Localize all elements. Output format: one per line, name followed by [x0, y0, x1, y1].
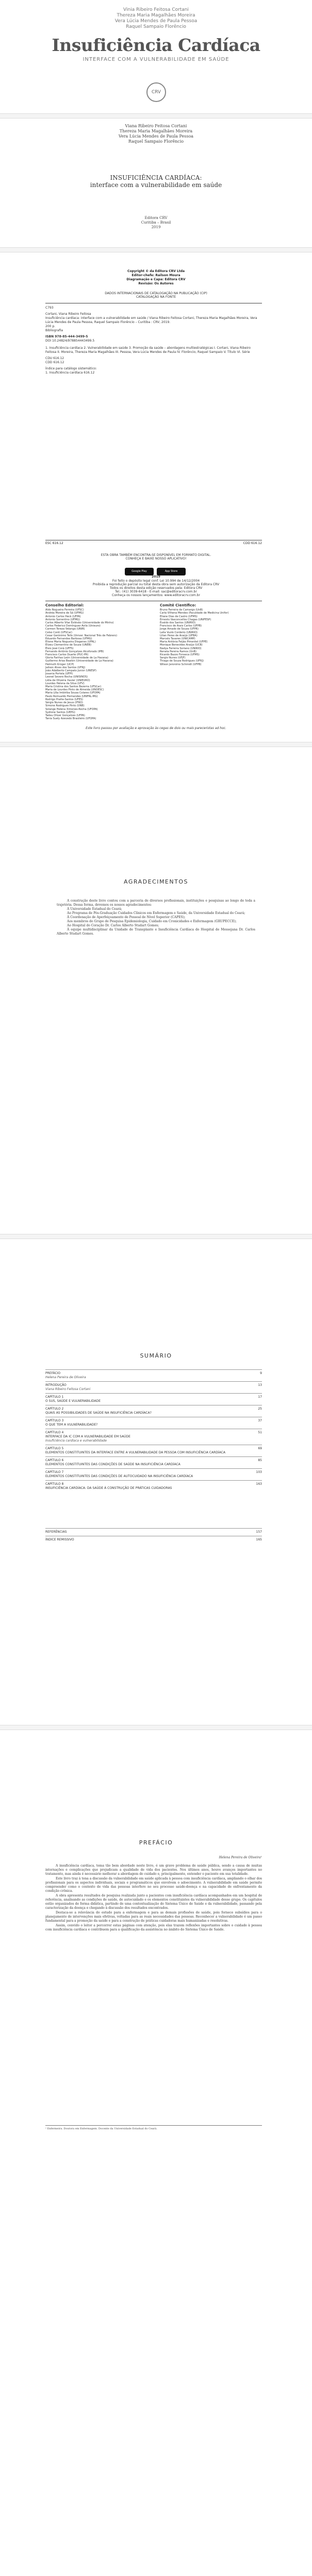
acknowledgement-paragraph: Ao Programa de Pós-Graduação Cuidados Clínicos em Enfermagem e Saúde, da Universidade Estadual do Ceará; — [67, 911, 245, 915]
toc-title: INTRODUÇÃO — [45, 1383, 67, 1387]
scientific-committee-list — [160, 608, 262, 666]
store-badges — [125, 564, 189, 575]
copyright-year: 2019 — [152, 575, 160, 579]
toc-row[interactable] — [45, 1468, 262, 1480]
toc-row[interactable] — [45, 1528, 262, 1536]
scientific-committee-title: Comitê Científico: — [160, 603, 196, 607]
catalog-record — [45, 306, 262, 375]
notice-line: CONHEÇA E BAIXE NOSSO APLICATIVO! — [125, 557, 187, 561]
preface-footnote: ¹ Enfermeira. Doutora em Enfermagem. Docente da Universidade Estadual do Ceará. — [45, 2125, 262, 2130]
council-member: Paulo Romualdo Hernandes (UNIFAL-MG) — [45, 694, 98, 698]
council-member: Maria Antônia Feijão Pimentel (UFPE) — [160, 640, 208, 644]
publisher-logo: CRV — [146, 82, 166, 102]
page-gap — [0, 1234, 312, 1239]
preface-paragraph: Destaca-se a relevância do estudo para a enfermagem e para as demais profissões de saúde, pois fornece subsídios para o planejamento de intervenções mais efetivas, voltadas para as reais necessidades das pessoas. Reconhecer a vulnerabilidade é um passo fundamental para a promoção da saúde e para a construção de práticas cuidadoras mais humanizadas e resolutivas. — [45, 1911, 262, 1923]
title-author: Viana Ribeiro Feitosa Cortani — [125, 124, 187, 128]
rights-link[interactable]: Conheça os nossos lançamentos: www.editoracrv.com.br — [112, 594, 200, 597]
rights-line: Todos os direitos desta edição reservados pela: Editora CRV — [109, 586, 203, 590]
council-member: Simone Rodrigues Pinto (UNB) — [45, 704, 85, 708]
preface-heading: PREFÁCIO — [139, 1839, 173, 1846]
notice-line: ESTA OBRA TAMBÉM ENCONTRA-SE DISPONÍVEL EM FORMATO DIGITAL. — [101, 553, 211, 557]
editorial-council-title: Conselho Editorial: — [45, 603, 84, 607]
catalog-line: CDU 616.12 — [45, 357, 64, 360]
council-member: Carlos Alberto Vilar Estêvão (Universidade do Minho) — [45, 621, 114, 625]
toc-page-number: 103 — [256, 1470, 262, 1474]
council-member: Francisco Carlos Duarte (PUC-PR) — [45, 653, 89, 657]
page-gap — [0, 247, 312, 252]
catalog-line: C793 — [45, 306, 54, 310]
toc-subtitle: Helena Pereira de Oliveira — [45, 1376, 86, 1379]
toc-page-number: 13 — [258, 1383, 262, 1387]
cip-header — [0, 292, 312, 299]
council-member: Celso Conti (UFSCar) — [45, 631, 73, 634]
publisher-line: Curitiba – Brasil — [141, 221, 171, 225]
cover-author: Thereza Maria Magalhães Moreira — [117, 13, 195, 18]
council-member: Solange Helena Ximenes-Rocha (UFOPA) — [45, 707, 98, 711]
acknowledgement-paragraph: À equipe multidisciplinar da Unidade de Transplante e Insuficiência Cardíaca do Hospital de Messejana Dr. Carlos Alberto Studart Gomes. — [57, 928, 255, 936]
toc-title: CAPÍTULO 4 INTERFACE DA IC COM A VULNERABILIDADE EM SAÚDE — [45, 1431, 130, 1438]
scientific-committee — [160, 604, 262, 666]
preface-paragraph: Este livro traz à tona a discussão da vulnerabilidade em saúde aplicada à pessoa com insuficiência cardíaca, ampliando o olhar dos profissionais para os aspectos individuais, sociais e programáticos que envolvem o adoecimento. A vulnerabilidade em saúde permite compreender como o contexto de vida das pessoas interfere no seu processo saúde-doença e na capacidade de enfrentamento da condição crônica. — [45, 1877, 262, 1893]
copyright-line: Revisão: Os Autores — [138, 282, 174, 285]
catalog-line: DOI 10.24824/978854443499.5 — [45, 339, 95, 343]
catalog-line: 1. Insuficiência cardíaca 616.12 — [45, 371, 95, 375]
council-member: Renata Pereira Ramos (UnB) — [160, 650, 196, 653]
toc-row[interactable] — [45, 1405, 262, 1417]
council-member: Elione Maria Nogueira Diogenes (UFAL) — [45, 640, 96, 644]
toc-page-number: 157 — [256, 1530, 262, 1534]
cip-line: CATALOGAÇÃO NA FONTE — [136, 295, 176, 299]
catalog-foot-left: ESC 616.12 — [45, 541, 63, 545]
toc-row[interactable] — [45, 1480, 262, 1492]
acknowledgement-paragraph: Aos membros do Grupo de Pesquisa Epidemiologia, Cuidado em Cronicidades e Enfermagem (GRUPECCE); — [67, 920, 237, 923]
council-member: Elizeu Clementino de Souza (UNEB) — [45, 643, 92, 647]
toc-title: CAPÍTULO 3 O QUE TEM A VULNERABILIDADE? — [45, 1419, 98, 1427]
council-member: Guillermo Arias Beatón (Universidade de La Havana) — [45, 659, 113, 663]
toc-row[interactable] — [45, 1417, 262, 1429]
page-gap — [0, 742, 312, 747]
toc-title: ÍNDICE REMISSIVO — [45, 1538, 74, 1541]
catalog-line: Bibliografia — [45, 329, 63, 332]
council-member: Ricardo Bazzo Fonseca (UFMS) — [160, 653, 200, 657]
acknowledgement-paragraph: À Universidade Estadual do Ceará; — [67, 907, 122, 911]
publisher-line: Editora CRV — [144, 216, 168, 220]
title-line: INSUFICIÊNCIA CARDÍACA: — [110, 174, 202, 181]
toc-title: CAPÍTULO 8 INSUFICIÊNCIA CARDÍACA: DA SAÚDE À CONSTRUÇÃO DE PRÁTICAS CUIDADORAS — [45, 1482, 172, 1490]
publisher-line: 2019 — [151, 225, 161, 229]
preface-paragraph: A obra apresenta resultados de pesquisa realizada junto a pacientes com insuficiência cardíaca acompanhados em um hospital de referência, analisando as condições de saúde, de autocuidado e os elementos constituintes da vulnerabilidade desse grupo. Os capítulos estão organizados de forma didática, partindo de uma contextualização do Sistema Único de Saúde e da vulnerabilidade, passando pela caracterização da doença e chegando à discussão dos resultados encontrados. — [45, 1894, 262, 1910]
council-member: Aldo Nogueira Ferreira (UFSC) — [45, 608, 84, 612]
google-play-badge[interactable]: Google Play — [125, 568, 154, 575]
toc-row[interactable] — [45, 1381, 262, 1393]
toc-heading: SUMÁRIO — [140, 1352, 172, 1359]
catalog-foot-right: CDD 616.12 — [243, 541, 262, 545]
council-member: Josania Portela (UFPI) — [45, 672, 73, 676]
acknowledgement-paragraph: À Coordenação de Aperfeiçoamento de Pessoal de Nível Superior (CAPES); — [67, 916, 186, 919]
council-member: João Adalberto Campato Junior (UNESP) — [45, 669, 96, 673]
council-member: Rodrigo Pratte-Santos (UFES) — [45, 698, 83, 701]
rights-line: Proibida a reprodução parcial ou total desta obra sem autorização da Editora CRV — [92, 583, 220, 586]
catalog-line: 200 p. — [45, 325, 56, 328]
council-member: Evaldo dos Santos (UNIRIO) — [160, 621, 196, 625]
toc-subtitle: Viana Ribeiro Feitosa Cortani — [45, 1387, 91, 1391]
toc-row[interactable] — [45, 1456, 262, 1468]
council-member: Lourdes Helena da Silva (UFV) — [45, 682, 85, 685]
council-member: Jorge Amado de Souza (UFPR) — [160, 628, 199, 631]
preface-paragraph: A insuficiência cardíaca, tema tão bem abordado neste livro, é um grave problema de saúde pública, sendo a causa de muitas internações e complicações que prejudicam a qualidade de vida dos pacientes. Nos últimos anos, houve avanços importantes no tratamento, mas ainda é necessário melhorar a abordagem do cuidado e, principalmente, entender o paciente em sua totalidade. — [45, 1864, 262, 1876]
council-member: Carlos Federico Domínguez Avila (Unieuro) — [45, 624, 101, 628]
council-member: Maria Lília Imbiriba Sousa Colares (UFOPA) — [45, 691, 101, 695]
toc-title: CAPÍTULO 7 ELEMENTOS CONSTITUINTES DAS CONDIÇÕES DE AUTOCUIDADO NA INSUFICIÊNCIA CARDÍACA — [45, 1470, 193, 1478]
preface-paragraph: Assim, convido o leitor a percorrer estas páginas com atenção, pois elas trazem reflexões importantes sobre o cuidado à pessoa com insuficiência cardíaca e contribuem para a qualificação da assistência no âmbito do Sistema Único de Saúde. — [45, 1924, 262, 1931]
toc-page-number: 85 — [258, 1459, 262, 1462]
toc-page-number: 163 — [256, 1482, 262, 1486]
council-member: Lilian Peres de Araújo (UFBA) — [160, 634, 198, 637]
toc-page-number: 25 — [258, 1407, 262, 1411]
acknowledgement-paragraph: Ao Hospital do Coração Dr. Carlos Alberto Studart Gomes; — [67, 924, 159, 927]
cover-title: Insuficiência Cardíaca — [52, 35, 260, 55]
council-member: Maria Cristina dos Santos Bezerra (UFSCar) — [45, 685, 102, 689]
toc-title: CAPÍTULO 1 O SUS, SAÚDE E VULNERABILIDADE — [45, 1395, 101, 1403]
cover-subtitle: INTERFACE COM A VULNERABILIDADE EM SAÚDE — [83, 57, 229, 62]
council-member: Sydione Santos (UEPG) — [45, 710, 75, 714]
toc-page-number: 69 — [258, 1447, 262, 1450]
title-author: Raquel Sampaio Florêncio — [128, 139, 184, 144]
preface-author: Helena Pereira de Oliveira¹ — [219, 1856, 262, 1859]
copyright-line: Diagramação e Capa: Editora CRV — [126, 278, 186, 281]
toc-title: PREFÁCIO — [45, 1371, 61, 1375]
catalog-line: Cortani, Viana Ribeiro Feitosa — [45, 312, 91, 316]
title-author: Thereza Maria Magalhães Moreira — [119, 129, 193, 133]
council-member: Sérgio Nunes de Jesus (IFRO) — [45, 701, 83, 705]
acknowledgement-paragraph: A construção deste livro contou com a parceria de diversos profissionais, instituições e pesquisas ao longo de toda a trajetória. Dessa forma, devemos os nossos agradecimentos: — [57, 899, 255, 907]
cip-line: DADOS INTERNACIONAIS DE CATALOGAÇÃO NA PUBLICAÇÃO (CIP) — [105, 292, 207, 295]
page-gap — [0, 113, 312, 118]
cover-authors — [0, 7, 312, 30]
council-member: Gloria Fariñas León (Universidade de La Havana) — [45, 656, 109, 660]
council-member: Eduardo Fernandes Barbosa (UFMG) — [45, 637, 92, 641]
council-member: Helmuth Krüger (UCP) — [45, 663, 74, 666]
council-member: Thiago de Souza Rodrigues (UFRJ) — [160, 659, 204, 663]
peer-review-note: Este livro passou por avaliação e aprovação às cegas de dois ou mais pareceristas ad hoc. — [86, 726, 226, 730]
council-member: Wilson Jeronimo Schmidt (UFPB) — [160, 663, 202, 666]
title-line: interface com a vulnerabilidade em saúde — [90, 181, 222, 189]
council-member: Tania Suely Azevedo Brasileiro (UFOPA) — [45, 717, 96, 721]
toc-row[interactable] — [45, 1445, 262, 1456]
catalog-line: CDD 616.12 — [45, 361, 64, 364]
council-member: Cesar Gerónimo Tello (Univer. Nacional Três de Febrero) — [45, 634, 118, 637]
acknowledgements-body — [57, 899, 255, 936]
council-member: Ernesto Vasconcellos Chagas (UNIFESP) — [160, 618, 211, 621]
toc-title: REFERÊNCIAS — [45, 1530, 67, 1534]
council-member: Francisco de Assis Carlos (UFPB) — [160, 624, 202, 628]
toc-page-number: 37 — [258, 1419, 262, 1422]
catalog-line: 1. Insuficiência cardíaca 2. Vulnerabilidade em saúde 3. Promoção da saúde – abordagens multiestratégicas I. Cortani, Viana Ribeiro Feitosa II. Moreira, Thereza Maria Magalhães III. Pessoa, Vera Lúcia Mendes de Paula IV. Florêncio, Raquel Sampaio V. Título VI. Série — [45, 346, 251, 354]
council-member: Fernando Antônio Gonçalves Alcoforado (IPB) — [45, 650, 104, 653]
title-page-title — [0, 174, 312, 189]
table-of-contents — [45, 1369, 262, 1544]
editorial-council — [45, 604, 151, 720]
council-member: Jailson Alves dos Santos (UFRJ) — [45, 666, 86, 669]
toc-spacer — [45, 1492, 262, 1528]
council-member: Maria de Lourdes Pinto de Almeida (UNOESC) — [45, 688, 104, 692]
digital-notice — [0, 553, 312, 561]
council-member: Carmen Tereza Velanga (UNIR) — [45, 628, 85, 631]
title-author: Vera Lúcia Mendes de Paula Pessoa — [118, 134, 194, 139]
council-member: Antonio Sorrentino (UFMG) — [45, 618, 80, 621]
catalog-line: Índice para catálogo sistemático: — [45, 367, 97, 370]
council-member: Leonel Severo Rocha (UNISINOS) — [45, 675, 88, 679]
copyright-line: Copyright © da Editora CRV Ltda — [127, 269, 185, 273]
cover-author: Vinia Ribeiro Feitosa Cortani — [123, 7, 189, 12]
toc-row[interactable] — [45, 1429, 262, 1445]
catalog-line: ISBN 978-85-444-3499-5 — [45, 335, 88, 338]
council-member: Nadya Ferreira Soriano (UNIRIO) — [160, 647, 202, 650]
council-member: Élsio José Corá (UFFS) — [45, 647, 74, 650]
council-member: Leila Vuolo Cordeiro (UNIRIO) — [160, 631, 198, 634]
rights-block — [0, 579, 312, 597]
toc-title: CAPÍTULO 5 ELEMENTOS CONSTITUINTES DA INTERFACE ENTRE A VULNERABILIDADE DA PESSOA COM INSUFICIÊNCIA CARDÍACA — [45, 1447, 225, 1454]
council-member: Tadeu Oliver Gonçalves (UFPA) — [45, 714, 85, 717]
rights-line: Foi feito o depósito legal conf. Lei 10.994 de 14/12/2004 — [112, 579, 200, 583]
council-member: Eliane Dias de Castro (UFMS) — [160, 615, 198, 618]
title-page-authors — [0, 124, 312, 144]
cover-page — [0, 0, 312, 113]
copyright-header — [0, 269, 312, 286]
council-member: Sergio Nunes (UFJF) — [160, 656, 186, 660]
council-member: Monique Benevides Araújo (UCB) — [160, 643, 203, 647]
toc-row[interactable] — [45, 1393, 262, 1405]
toc-page-number: 9 — [260, 1371, 262, 1375]
toc-row[interactable] — [45, 1369, 262, 1381]
toc-title: CAPÍTULO 6 ELEMENTOS CONSTITUINTES DAS CONDIÇÕES DE SAÚDE NA INSUFICIÊNCIA CARDÍACA — [45, 1459, 180, 1466]
toc-subtitle: Insuficiência cardíaca e vulnerabilidade — [45, 1439, 107, 1443]
toc-title: CAPÍTULO 2 QUAIS AS POSSIBILIDADES DE SAÚDE NA INSUFICIÊNCIA CARDÍACA? — [45, 1407, 152, 1415]
toc-page-number: 165 — [256, 1538, 262, 1541]
toc-page-number: 17 — [258, 1395, 262, 1399]
cover-author: Raquel Sampaio Florêncio — [126, 24, 186, 29]
council-member: Lídia de Oliveira Xavier (UNIEURO) — [45, 679, 90, 682]
toc-page-number: 51 — [258, 1431, 262, 1434]
council-member: Andréa Moreira de Sá (UFMG) — [45, 612, 84, 615]
rights-line: Tel.: (41) 3039-6418 - E-mail: sac@editoracrv.com.br — [115, 590, 197, 594]
council-member: Antonio Carlos Heck (UFPA) — [45, 615, 81, 618]
preface-body — [45, 1864, 262, 1933]
page-gap — [0, 1725, 312, 1730]
cover-author: Vera Lúcia Mendes de Paula Pessoa — [114, 19, 198, 24]
acknowledgements-heading: AGRADECIMENTOS — [124, 878, 188, 885]
catalog-line: Insuficiência cardíaca: interface com a vulnerabilidade em saúde / Viana Ribeiro Feitosa Cortani, Thereza Maria Magalhães Moreira, Vera Lúcia Mendes de Paula Pessoa, Raquel Sampaio Florêncio – Curitiba : CRV, 2019. — [45, 316, 257, 324]
app-store-badge[interactable]: App Store — [157, 568, 186, 575]
toc-row[interactable] — [45, 1536, 262, 1544]
editorial-council-list — [45, 608, 151, 720]
title-page-publisher — [0, 216, 312, 230]
council-member: Carla Vilhena Mendes (Faculdade de Medicina Unifor) — [160, 612, 229, 615]
council-member: Bruno Ferreira de Camargo (UnB) — [160, 608, 203, 612]
copyright-line: Editor-chefe: Railson Moura — [132, 274, 180, 277]
council-member: Marcelo Tavares (UNICAMP) — [160, 637, 195, 641]
